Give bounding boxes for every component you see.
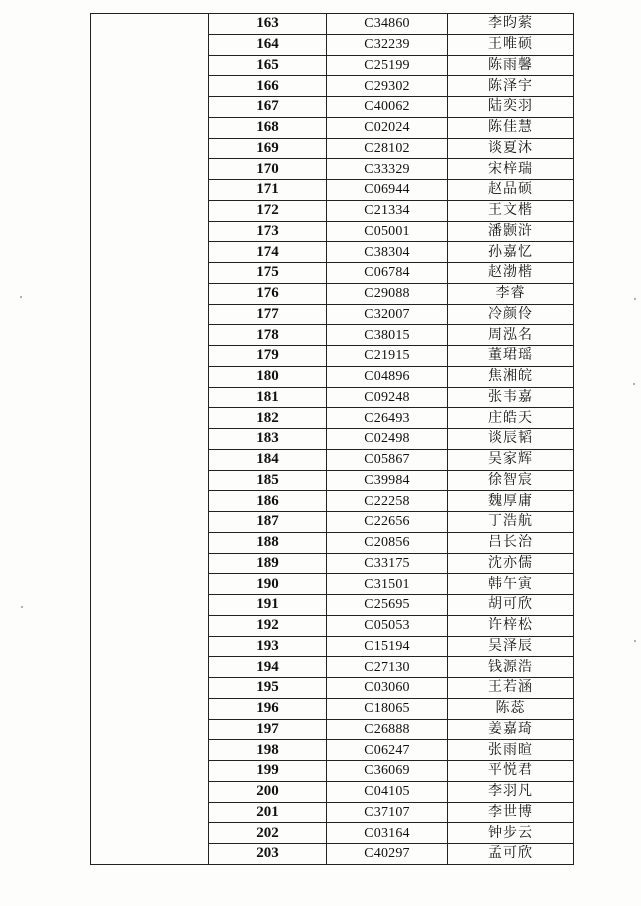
seq-number: 172 xyxy=(209,200,327,221)
seq-number: 203 xyxy=(209,844,327,865)
seq-number: 176 xyxy=(209,283,327,304)
candidate-code: C29302 xyxy=(327,76,448,97)
candidate-name: 孙嘉忆 xyxy=(448,242,574,263)
roster-table xyxy=(90,13,574,865)
seq-number: 185 xyxy=(209,470,327,491)
candidate-name: 谈夏沐 xyxy=(448,138,574,159)
seq-number: 193 xyxy=(209,636,327,657)
candidate-name: 平悦君 xyxy=(448,761,574,782)
seq-number: 169 xyxy=(209,138,327,159)
scan-speck xyxy=(634,298,636,300)
seq-number: 202 xyxy=(209,823,327,844)
candidate-name: 赵渤楷 xyxy=(448,263,574,284)
candidate-code: C18065 xyxy=(327,698,448,719)
candidate-code: C04896 xyxy=(327,366,448,387)
merged-group-cell xyxy=(91,14,209,865)
candidate-name: 沈亦儒 xyxy=(448,553,574,574)
candidate-name: 钱源浩 xyxy=(448,657,574,678)
candidate-code: C29088 xyxy=(327,283,448,304)
seq-number: 167 xyxy=(209,97,327,118)
candidate-name: 王若涵 xyxy=(448,678,574,699)
candidate-code: C33175 xyxy=(327,553,448,574)
candidate-name: 陈雨馨 xyxy=(448,55,574,76)
candidate-code: C27130 xyxy=(327,657,448,678)
candidate-code: C21915 xyxy=(327,346,448,367)
candidate-code: C03060 xyxy=(327,678,448,699)
candidate-name: 张雨暄 xyxy=(448,740,574,761)
seq-number: 190 xyxy=(209,574,327,595)
seq-number: 183 xyxy=(209,429,327,450)
seq-number: 195 xyxy=(209,678,327,699)
seq-number: 170 xyxy=(209,159,327,180)
candidate-code: C32007 xyxy=(327,304,448,325)
candidate-code: C38015 xyxy=(327,325,448,346)
candidate-name: 许梓松 xyxy=(448,615,574,636)
candidate-name: 庄皓天 xyxy=(448,408,574,429)
candidate-code: C21334 xyxy=(327,200,448,221)
candidate-name: 吴家辉 xyxy=(448,449,574,470)
candidate-name: 王文楷 xyxy=(448,200,574,221)
candidate-code: C22258 xyxy=(327,491,448,512)
candidate-code: C02498 xyxy=(327,429,448,450)
seq-number: 184 xyxy=(209,449,327,470)
candidate-name: 陆奕羽 xyxy=(448,97,574,118)
scan-speck xyxy=(633,383,635,385)
candidate-name: 陈蕊 xyxy=(448,698,574,719)
candidate-code: C05867 xyxy=(327,449,448,470)
candidate-name: 胡可欣 xyxy=(448,595,574,616)
candidate-name: 董珺瑶 xyxy=(448,346,574,367)
seq-number: 182 xyxy=(209,408,327,429)
candidate-code: C22656 xyxy=(327,512,448,533)
candidate-name: 张韦嘉 xyxy=(448,387,574,408)
candidate-name: 赵品硕 xyxy=(448,180,574,201)
seq-number: 196 xyxy=(209,698,327,719)
seq-number: 194 xyxy=(209,657,327,678)
candidate-name: 徐智宸 xyxy=(448,470,574,491)
candidate-name: 吕长治 xyxy=(448,532,574,553)
candidate-code: C06944 xyxy=(327,180,448,201)
candidate-name: 王唯硕 xyxy=(448,34,574,55)
candidate-code: C06247 xyxy=(327,740,448,761)
seq-number: 171 xyxy=(209,180,327,201)
seq-number: 168 xyxy=(209,117,327,138)
seq-number: 177 xyxy=(209,304,327,325)
seq-number: 191 xyxy=(209,595,327,616)
seq-number: 174 xyxy=(209,242,327,263)
seq-number: 188 xyxy=(209,532,327,553)
seq-number: 179 xyxy=(209,346,327,367)
seq-number: 166 xyxy=(209,76,327,97)
candidate-name: 丁浩航 xyxy=(448,512,574,533)
candidate-code: C26888 xyxy=(327,719,448,740)
seq-number: 175 xyxy=(209,263,327,284)
seq-number: 187 xyxy=(209,512,327,533)
candidate-code: C05001 xyxy=(327,221,448,242)
candidate-code: C20856 xyxy=(327,532,448,553)
candidate-code: C34860 xyxy=(327,14,448,35)
seq-number: 178 xyxy=(209,325,327,346)
candidate-code: C31501 xyxy=(327,574,448,595)
candidate-code: C28102 xyxy=(327,138,448,159)
candidate-name: 姜嘉琦 xyxy=(448,719,574,740)
candidate-name: 潘颢浒 xyxy=(448,221,574,242)
seq-number: 199 xyxy=(209,761,327,782)
candidate-code: C09248 xyxy=(327,387,448,408)
candidate-code: C40297 xyxy=(327,844,448,865)
candidate-code: C36069 xyxy=(327,761,448,782)
candidate-name: 周泓名 xyxy=(448,325,574,346)
candidate-name: 陈泽宇 xyxy=(448,76,574,97)
seq-number: 197 xyxy=(209,719,327,740)
candidate-name: 孟可欣 xyxy=(448,844,574,865)
candidate-code: C38304 xyxy=(327,242,448,263)
seq-number: 181 xyxy=(209,387,327,408)
seq-number: 186 xyxy=(209,491,327,512)
seq-number: 173 xyxy=(209,221,327,242)
candidate-code: C39984 xyxy=(327,470,448,491)
roster-body xyxy=(91,14,574,865)
seq-number: 180 xyxy=(209,366,327,387)
seq-number: 201 xyxy=(209,802,327,823)
candidate-code: C26493 xyxy=(327,408,448,429)
candidate-name: 魏厚庸 xyxy=(448,491,574,512)
candidate-name: 李世博 xyxy=(448,802,574,823)
candidate-code: C25695 xyxy=(327,595,448,616)
scan-speck xyxy=(20,296,22,298)
seq-number: 164 xyxy=(209,34,327,55)
candidate-name: 李睿 xyxy=(448,283,574,304)
candidate-name: 李羽凡 xyxy=(448,781,574,802)
candidate-code: C25199 xyxy=(327,55,448,76)
scan-speck xyxy=(634,640,636,642)
candidate-name: 冷颜伶 xyxy=(448,304,574,325)
candidate-code: C37107 xyxy=(327,802,448,823)
candidate-name: 焦湘皖 xyxy=(448,366,574,387)
candidate-code: C04105 xyxy=(327,781,448,802)
seq-number: 200 xyxy=(209,781,327,802)
table-row xyxy=(91,14,574,35)
candidate-name: 韩午寅 xyxy=(448,574,574,595)
seq-number: 192 xyxy=(209,615,327,636)
candidate-code: C05053 xyxy=(327,615,448,636)
seq-number: 189 xyxy=(209,553,327,574)
candidate-name: 陈佳慧 xyxy=(448,117,574,138)
candidate-code: C33329 xyxy=(327,159,448,180)
candidate-code: C02024 xyxy=(327,117,448,138)
candidate-name: 谈辰韬 xyxy=(448,429,574,450)
candidate-code: C32239 xyxy=(327,34,448,55)
seq-number: 163 xyxy=(209,14,327,35)
scan-speck xyxy=(21,606,23,608)
candidate-code: C06784 xyxy=(327,263,448,284)
candidate-name: 宋梓瑞 xyxy=(448,159,574,180)
candidate-code: C03164 xyxy=(327,823,448,844)
seq-number: 198 xyxy=(209,740,327,761)
candidate-name: 钟步云 xyxy=(448,823,574,844)
candidate-code: C15194 xyxy=(327,636,448,657)
candidate-name: 吴泽辰 xyxy=(448,636,574,657)
seq-number: 165 xyxy=(209,55,327,76)
candidate-code: C40062 xyxy=(327,97,448,118)
candidate-name: 李昀萦 xyxy=(448,14,574,35)
